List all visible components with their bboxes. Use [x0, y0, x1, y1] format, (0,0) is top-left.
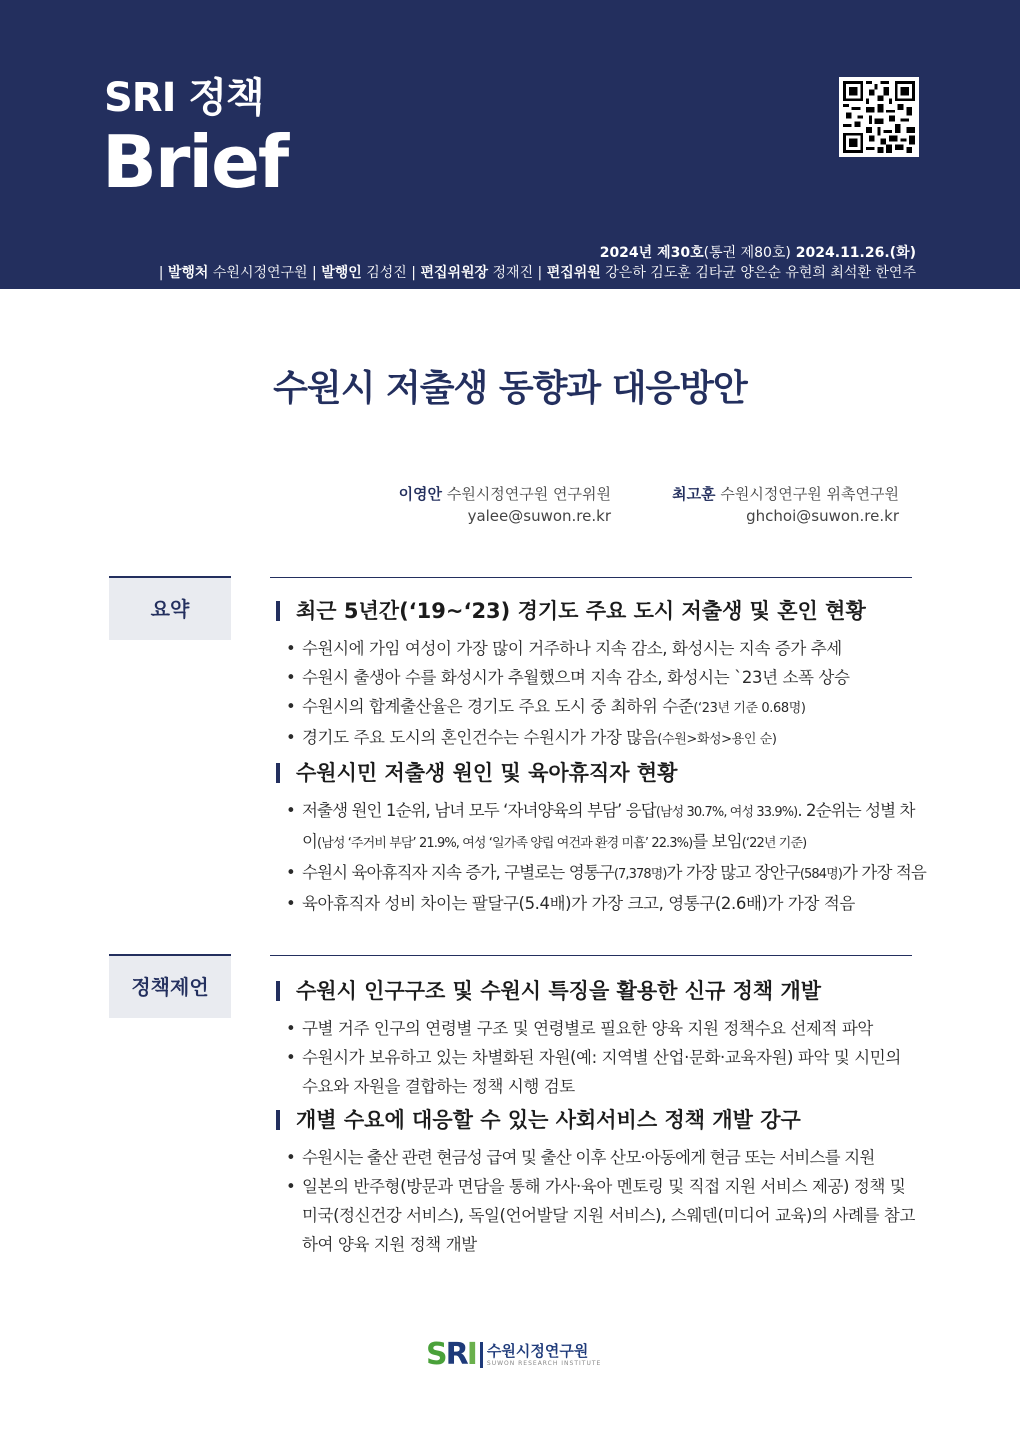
staff-line: | 발행처 수원시정연구원 | 발행인 김성진 | 편집위원장 정재진 | 편집위원 강은하 김도훈 김타균 양은순 유현희 최석환 한연주 — [158, 265, 916, 281]
item-note: (584명) — [799, 867, 843, 882]
summary-heading-2 — [276, 758, 916, 788]
issue-volume: (통권 제80호) — [703, 245, 791, 261]
qr-code-icon[interactable] — [839, 77, 919, 157]
summary-list-2 — [286, 796, 926, 918]
heading-text: 수원시 인구구조 및 수원시 특징을 활용한 신규 정책 개발 — [296, 979, 822, 1003]
author-email[interactable]: ghchoi@suwon.re.kr — [746, 507, 899, 525]
policy-list-1 — [286, 1014, 916, 1101]
summary-tag: 요약 — [109, 576, 231, 640]
chief-editor-label: 편집위원장 — [420, 265, 489, 281]
list-item: • 구별 거주 인구의 연령별 구조 및 연령별로 필요한 양육 지원 정책수요 선제적 파악 — [286, 1014, 916, 1043]
heading-text: 최근 5년간(‘19~‘23) 경기도 주요 도시 저출생 및 혼인 현황 — [296, 599, 866, 623]
policy-tag: 정책제언 — [109, 954, 231, 1018]
issue-info — [600, 242, 916, 262]
section-divider — [270, 955, 912, 956]
item-note: (남성 30.7%, 여성 33.9%) — [655, 805, 798, 820]
heading-text: 개별 수요에 대응할 수 있는 사회서비스 정책 개발 강구 — [296, 1108, 801, 1132]
item-text: . 2순위는 성별 차이 — [302, 801, 915, 851]
brief-logo-bottom: Brief — [102, 120, 288, 204]
heading-bar — [276, 763, 280, 783]
list-item: • 일본의 반주형(방문과 면담을 통해 가사·육아 멘토링 및 직접 지원 서비스 제공) 정책 및 미국(정신건강 서비스), 독일(언어발달 지원 서비스), 스웨덴(미디어 교육)의 사례를 참고하여 양육 지원 정책 개발 — [286, 1172, 916, 1259]
item-note: (7,378명) — [613, 867, 667, 882]
sri-logo-mark — [426, 1337, 476, 1372]
editors-label: 편집위원 — [546, 265, 601, 281]
item-text: 수원시의 합계출산율은 경기도 주요 도시 중 최하위 수준 — [302, 697, 694, 716]
org-name-en: SUWON RESEARCH INSTITUTE — [486, 1360, 602, 1367]
list-item: • 수원시가 보유하고 있는 차별화된 자원(예: 지역별 산업·문화·교육자원) 파악 및 시민의 수요와 자원을 결합하는 정책 시행 검토 — [286, 1043, 916, 1101]
list-item — [286, 692, 916, 723]
logo-letter-r: R — [445, 1337, 467, 1372]
org-name-ko: 수원시정연구원 — [486, 1342, 589, 1360]
author-affiliation: 수원시정연구원 연구위원 — [446, 485, 611, 503]
list-item — [286, 796, 916, 858]
item-note: (‘22년 기준) — [741, 836, 807, 851]
author-affiliation: 수원시정연구원 위촉연구원 — [720, 485, 899, 503]
publisher-label: 발행처 — [167, 265, 209, 281]
heading-bar — [276, 981, 280, 1001]
item-text: 경기도 주요 도시의 혼인건수는 수원시가 가장 많음 — [302, 728, 658, 747]
list-item: • 수원시는 출산 관련 현금성 급여 및 출산 이후 산모·아동에게 현금 또는 서비스를 지원 — [286, 1143, 916, 1172]
publisher: 수원시정연구원 — [212, 265, 308, 281]
item-text: 저출생 원인 1순위, 남녀 모두 ‘자녀양육의 부담’ 응답 — [302, 801, 656, 820]
logo-separator — [480, 1342, 483, 1368]
logo-letter-i: I — [466, 1337, 476, 1372]
issue-number: 2024년 제30호 — [599, 245, 704, 261]
item-note: (‘23년 기준 0.68명) — [693, 701, 806, 716]
page-title: 수원시 저출생 동향과 대응방안 — [273, 368, 747, 409]
list-item: • 수원시에 가임 여성이 가장 많이 거주하나 지속 감소, 화성시는 지속 증가 추세 — [286, 634, 916, 663]
list-item: • 수원시 출생아 수를 화성시가 추월했으며 지속 감소, 화성시는 `23년 소폭 상승 — [286, 663, 916, 692]
list-item: • 육아휴직자 성비 차이는 팔달구(5.4배)가 가장 크고, 영통구(2.6배)가 가장 적음 — [286, 889, 916, 918]
logo-org — [487, 1342, 601, 1368]
logo-letter-s: S — [426, 1337, 446, 1372]
item-note: (남성 ‘주거비 부담’ 21.9%, 여성 ‘일가족 양립 여건과 환경 미흡’ 22.3%) — [317, 836, 693, 851]
summary-list-1 — [286, 634, 916, 754]
heading-bar — [276, 601, 280, 621]
heading-text: 수원시민 저출생 원인 및 육아휴직자 현황 — [296, 761, 678, 785]
list-item — [286, 723, 916, 754]
author-email[interactable]: yalee@suwon.re.kr — [467, 507, 611, 525]
masthead — [0, 0, 1020, 289]
summary-heading-1 — [276, 596, 916, 626]
policy-heading-1 — [276, 976, 916, 1006]
policy-heading-2 — [276, 1105, 916, 1135]
editors: 강은하 김도훈 김타균 양은순 유현희 최석환 한연주 — [605, 265, 916, 281]
sri-footer-logo — [426, 1337, 602, 1372]
author-name: 이영안 — [398, 485, 443, 503]
author-2 — [672, 483, 899, 527]
policy-section — [276, 976, 916, 1259]
issuer-label: 발행인 — [321, 265, 362, 281]
chief-editor: 정재진 — [492, 265, 534, 281]
issuer: 김성진 — [366, 265, 407, 281]
item-text: 를 보임 — [692, 832, 742, 851]
item-text: 가 가장 적음 — [842, 863, 926, 882]
section-divider — [270, 577, 912, 578]
item-text: 가 가장 많고 장안구 — [666, 863, 800, 882]
list-item — [286, 858, 926, 889]
policy-list-2 — [286, 1143, 916, 1259]
brief-logo-top: SRI 정책 — [104, 75, 264, 121]
author-name: 최고훈 — [672, 485, 716, 503]
summary-section — [276, 596, 926, 918]
heading-bar — [276, 1110, 280, 1130]
issue-date: 2024.11.26.(화) — [795, 245, 916, 261]
item-note: (수원>화성>용인 순) — [657, 732, 777, 747]
author-1 — [399, 483, 611, 527]
item-text: 수원시 육아휴직자 지속 증가, 구별로는 영통구 — [302, 863, 614, 882]
